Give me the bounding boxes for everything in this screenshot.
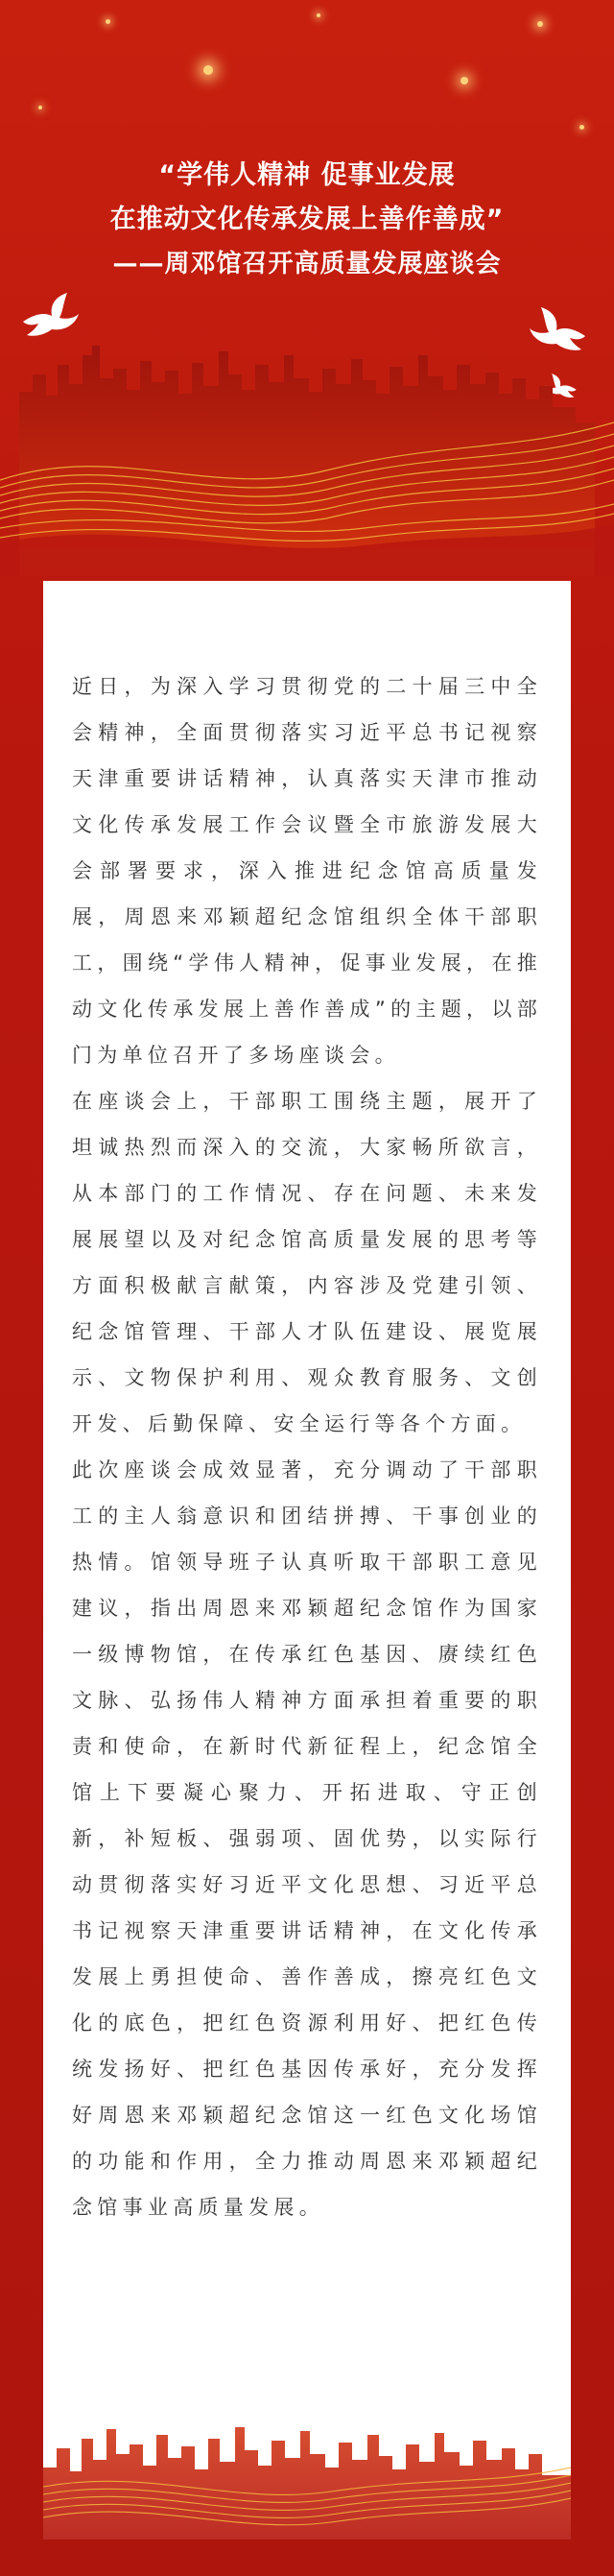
- headline-line-2: 在推动文化传承发展上善作善成”: [109, 205, 505, 234]
- headline: [0, 154, 614, 286]
- paragraph-3: 此次座谈会成效显著，充分调动了干部职工的主人翁意识和团结拼搏、干事创业的热情。馆领导班子认真听取干部职工意见建议，指出周恩来邓颖超纪念馆作为国家一级博物馆，在传承红色基因、赓续红色文脉、弘扬伟人精神方面承担着重要的职责和使命，在新时代新征程上，纪念馆全馆上下要凝心聚力、开拓进取、守正创新，补短板、强弱项、固优势，以实际行动贯彻落实好习近平文化思想、习近平总书记视察天津重要讲话精神，在文化传承发展上勇担使命、善作善成，擦亮红色文化的底色，把红色资源利用好、把红色传统发扬好、把红色基因传承好，充分发挥好周恩来邓颖超纪念馆这一红色文化场馆的功能和作用，全力推动周恩来邓颖超纪念馆事业高质量发展。: [72, 1458, 542, 2219]
- footer-decoration: [43, 2391, 571, 2540]
- sparkle: [106, 19, 110, 24]
- footer-skyline-icon: [43, 2391, 571, 2540]
- article-body: [72, 663, 542, 2230]
- headline-line-1: “学伟人精神 促事业发展: [158, 160, 456, 190]
- sparkle: [317, 13, 320, 17]
- paragraph-2: 在座谈会上，干部职工围绕主题，展开了坦诚热烈而深入的交流，大家畅所欲言，从本部门的工作情况、存在问题、未来发展展望以及对纪念馆高质量发展的思考等方面积极献言献策，内容涉及党建引领、纪念馆管理、干部人才队伍建设、展览展示、文物保护利用、观众教育服务、文创开发、后勤保障、安全运行等各个方面。: [72, 1090, 542, 1435]
- header-banner: [0, 0, 614, 576]
- city-skyline-icon: [0, 336, 614, 576]
- sparkle: [38, 106, 42, 109]
- article-panel: [43, 581, 571, 2540]
- sparkle: [579, 125, 584, 130]
- headline-line-3: ——周邓馆召开高质量发展座谈会: [112, 250, 502, 278]
- sparkle: [203, 65, 213, 75]
- sparkle: [537, 21, 543, 27]
- sparkle: [460, 77, 468, 84]
- paragraph-1: 近日，为深入学习贯彻党的二十届三中全会精神，全面贯彻落实习近平总书记视察天津重要讲话精神，认真落实天津市推动文化传承发展工作会议暨全市旅游发展大会部署要求，深入推进纪念馆高质量发展，周恩来邓颖超纪念馆组织全体干部职工，围绕“学伟人精神，促事业发展，在推动文化传承发展上善作善成”的主题，以部门为单位召开了多场座谈会。: [72, 675, 542, 1067]
